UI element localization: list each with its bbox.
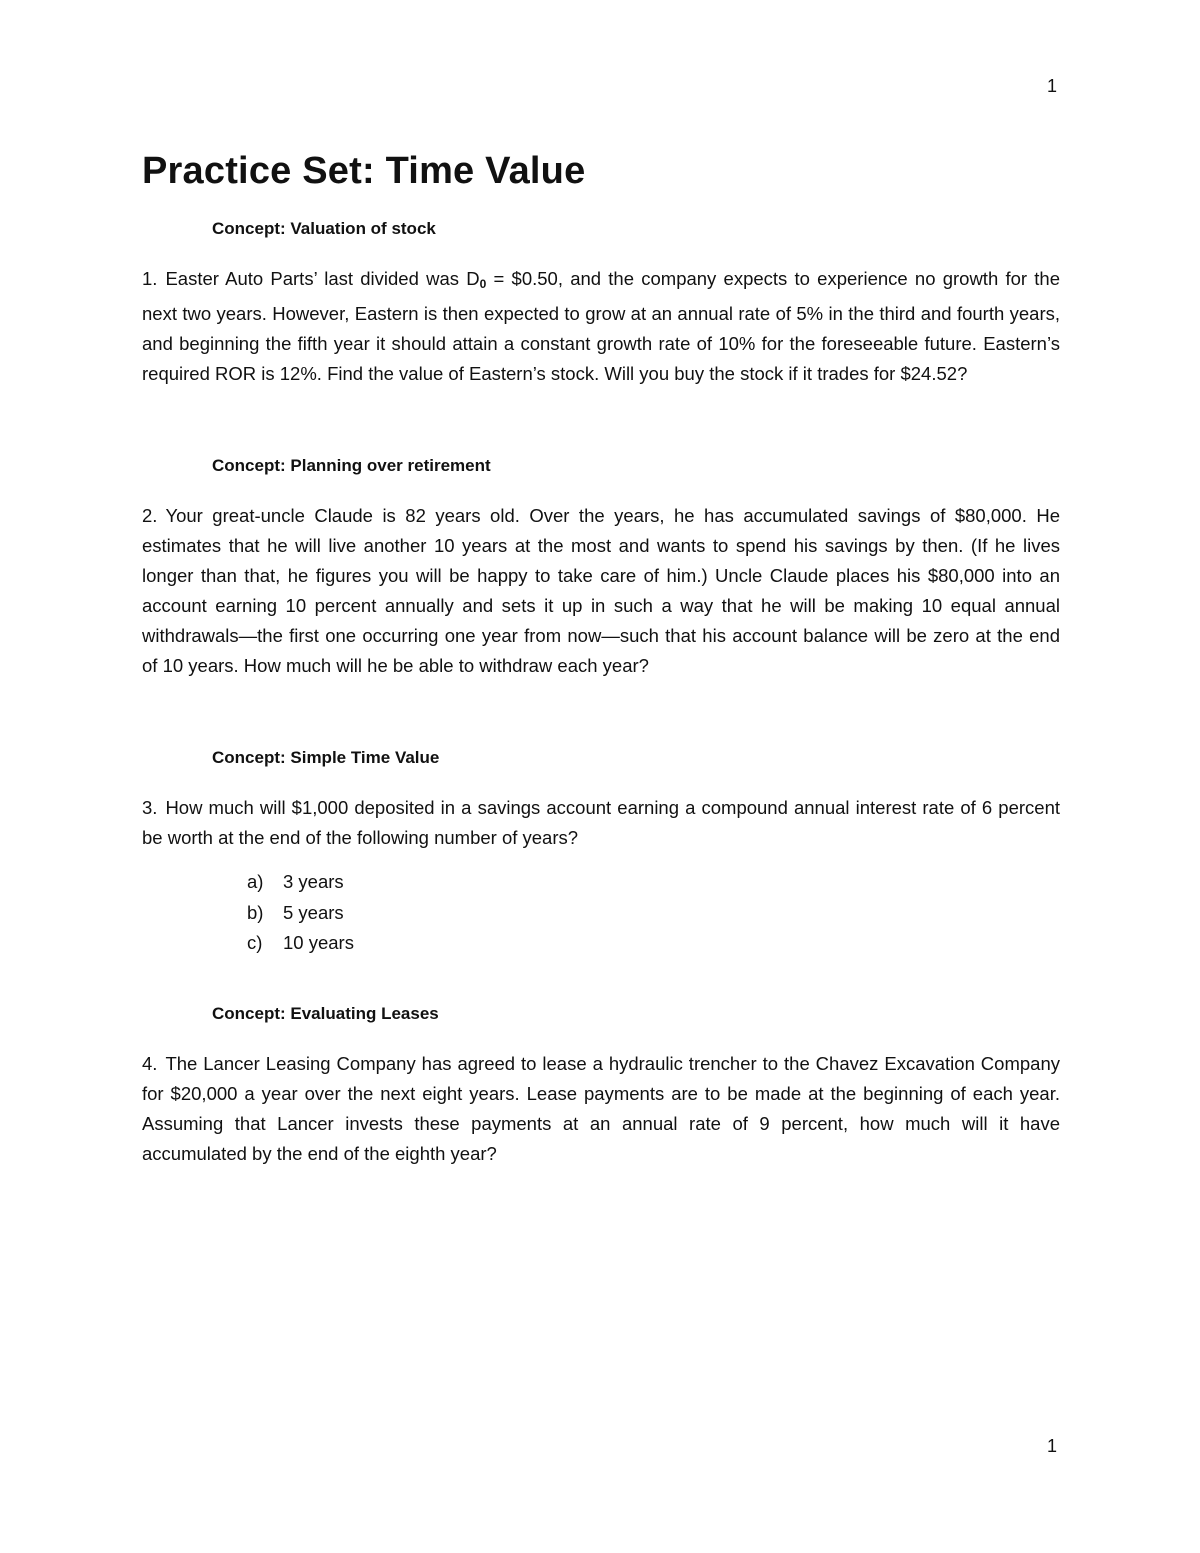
option-text: 3 years: [283, 871, 344, 892]
section-planning-over-retirement: [142, 455, 1060, 681]
option-item: [247, 867, 1060, 898]
section-evaluating-leases: [142, 1003, 1060, 1169]
option-item: [247, 898, 1060, 929]
question-text-part-1: Easter Auto Parts’ last divided was D: [165, 268, 480, 289]
document-body: [142, 148, 1060, 1169]
question-2: [142, 501, 1060, 681]
concept-heading: Concept: Simple Time Value: [212, 748, 440, 767]
question-1: [142, 264, 1060, 389]
question-3: [142, 793, 1060, 853]
question-text: How much will $1,000 deposited in a savings account earning a compound annual interest rate of 6 percent be worth at the end of the following number of years?: [142, 797, 1060, 848]
option-letter: c): [247, 932, 263, 953]
option-text: 5 years: [283, 901, 344, 923]
document-title: Practice Set: Time Value: [142, 150, 586, 192]
question-number: 1.: [142, 268, 158, 289]
option-item: [247, 928, 1060, 959]
question-number: 3.: [142, 797, 158, 818]
question-4: [142, 1049, 1060, 1169]
question-number: 4.: [142, 1052, 158, 1074]
question-text-part-2: = $0.50, and the company expects to experience no growth for the next two years. However, Eastern is then expected to grow at an annual rate of 5% in the third and fourth years, and beginning the fifth year it should attain a constant growth rate of 10% for the foreseeable future. Eastern’s required ROR is 12%. Find the value of Eastern’s stock. Will you buy the stock if it trades for $24.52?: [142, 268, 1061, 384]
section-valuation-of-stock: [142, 218, 1060, 389]
answer-options: [142, 867, 1060, 959]
page-number-bottom: 1: [1046, 1436, 1057, 1456]
question-number: 2.: [142, 505, 158, 526]
section-simple-time-value: [142, 747, 1060, 959]
question-text: The Lancer Leasing Company has agreed to lease a hydraulic trencher to the Chavez Excavation Company for $20,000 a year over the next eight years. Lease payments are to be made at the beginning of each year. Assuming that Lancer invests these payments at an annual rate of 9 percent, how much will it have accumulated by the end of the eighth year?: [142, 1052, 1060, 1164]
concept-heading: Concept: Planning over retirement: [212, 456, 491, 475]
subscript-zero: 0: [479, 277, 487, 291]
concept-heading: Concept: Valuation of stock: [212, 219, 436, 238]
question-text: Your great-uncle Claude is 82 years old. Over the years, he has accumulated savings of $80,000. He estimates that he will live another 10 years at the most and wants to spend his savings by then. (If he lives longer than that, he figures you will be happy to take care of him.) Uncle Claude places his $80,000 into an account earning 10 percent annually and sets it up in such a way that he will be making 10 equal annual withdrawals—the first one occurring one year from now—such that his account balance will be zero at the end of 10 years. How much will he be able to withdraw each year?: [142, 505, 1060, 676]
option-letter: b): [247, 901, 264, 923]
option-letter: a): [247, 871, 264, 892]
option-text: 10 years: [283, 932, 354, 953]
page-number-top: 1: [1046, 76, 1057, 96]
concept-heading: Concept: Evaluating Leases: [212, 1003, 439, 1023]
